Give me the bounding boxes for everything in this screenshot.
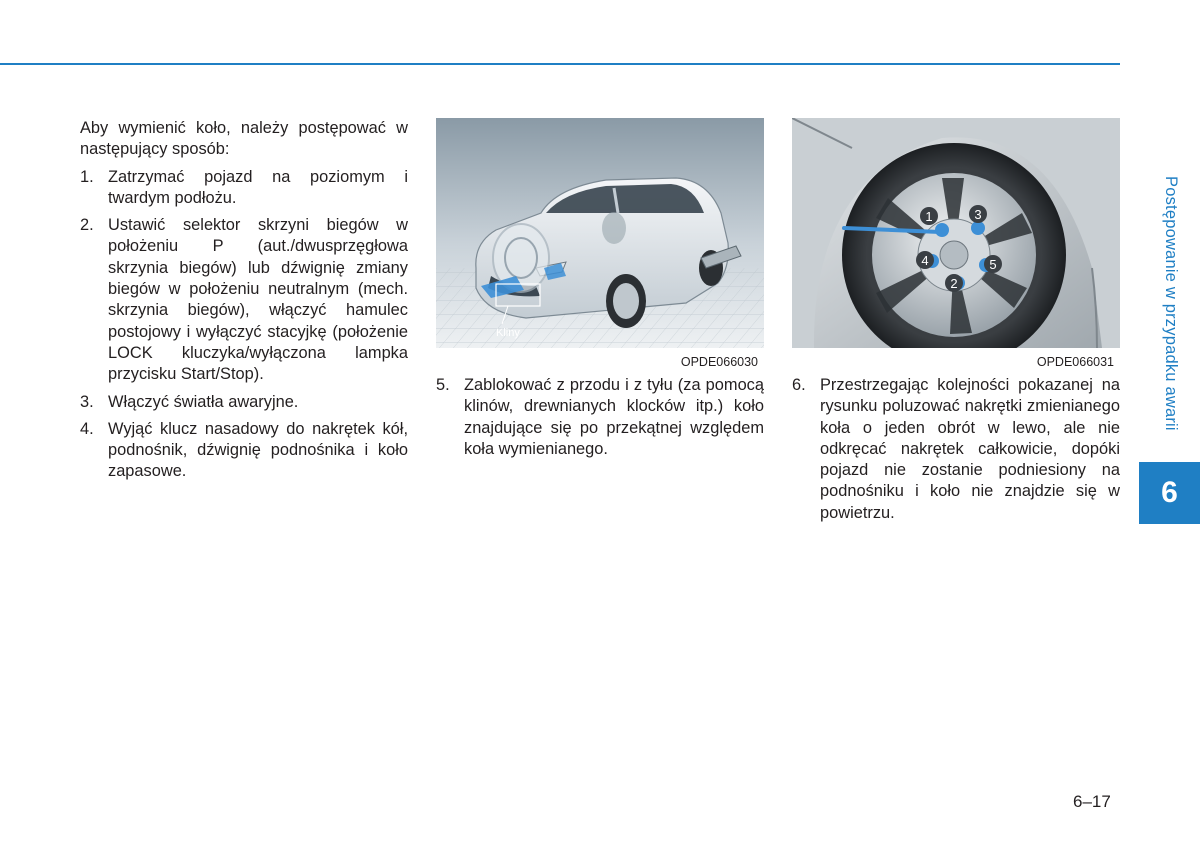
- chapter-title: Postępowanie w przypadku awarii: [1162, 176, 1180, 431]
- steps-list-right: [792, 375, 1120, 524]
- wheel-illustration: [792, 118, 1120, 348]
- step-number: 5.: [436, 376, 450, 394]
- step-1: [80, 167, 408, 210]
- step-number: 3.: [80, 392, 94, 411]
- step-text: Włączyć światła awaryjne.: [108, 392, 299, 411]
- wheel-nut-sequence-figure: [792, 118, 1120, 375]
- step-text: Zatrzymać pojazd na poziomym i twardym podłożu.: [108, 167, 408, 207]
- step-4: [80, 419, 408, 483]
- nut-label-3: 3: [974, 207, 982, 222]
- car-wheel-chocks-figure: [436, 118, 764, 375]
- step-number: 2.: [80, 216, 94, 235]
- steps-list-left: [80, 167, 408, 483]
- intro-paragraph: Aby wymienić koło, należy postępować w następujący sposób:: [80, 119, 408, 159]
- steps-list-middle: [436, 375, 764, 460]
- step-3: [80, 392, 408, 413]
- figure-caption: OPDE066031: [1036, 354, 1114, 369]
- nut-label-1: 1: [925, 209, 933, 224]
- step-text: Przestrzegając kolejności pokazanej na rysunku poluzować nakrętki zmienianego koła o jeden obrót w lewo, ale nie odkręcać nakrętek całkowicie, dopóki pojazd nie zostanie podniesiony na podnośniku i koło nie znajdzie się w powietrzu.: [820, 376, 1120, 522]
- step-number: 1.: [80, 167, 94, 186]
- right-column: [792, 118, 1120, 530]
- step-text: Wyjąć klucz nasadowy do nakrętek kół, podnośnik, dźwignię podnośnika i koło zapasowe.: [108, 419, 408, 481]
- nut-label-5: 5: [989, 257, 997, 272]
- nut-label-4: 4: [921, 253, 929, 268]
- left-column: [80, 118, 408, 489]
- step-text: Ustawić selektor skrzyni biegów w położeniu P (aut./dwusprzęgłowa skrzynia biegów) lub dźwignię zmiany biegów w położeniu neutralnym (mech. skrzynia biegów), włączyć hamulec postojowy i wyłączyć stacyjkę (położenie LOCK kluczyka/wyłączona lampka przycisku Start/Stop).: [108, 216, 408, 384]
- step-6: [792, 375, 1120, 524]
- page-number: 6–17: [1073, 792, 1111, 811]
- chapter-number-tab: 6: [1139, 462, 1200, 524]
- step-number: 4.: [80, 419, 94, 438]
- step-number: 6.: [792, 376, 806, 394]
- step-2: [80, 215, 408, 385]
- header-rule: [0, 63, 1120, 65]
- middle-column: [436, 118, 764, 466]
- step-5: [436, 375, 764, 460]
- step-text: Zablokować z przodu i z tyłu (za pomocą klinów, drewnianych klocków itp.) koło znajdujące się po przekątnej względem koła wymienianego.: [464, 376, 764, 458]
- nut-label-2: 2: [950, 276, 958, 291]
- car-illustration: [436, 118, 764, 348]
- chocks-label: Kliny: [496, 327, 520, 339]
- figure-caption: OPDE066030: [680, 354, 758, 369]
